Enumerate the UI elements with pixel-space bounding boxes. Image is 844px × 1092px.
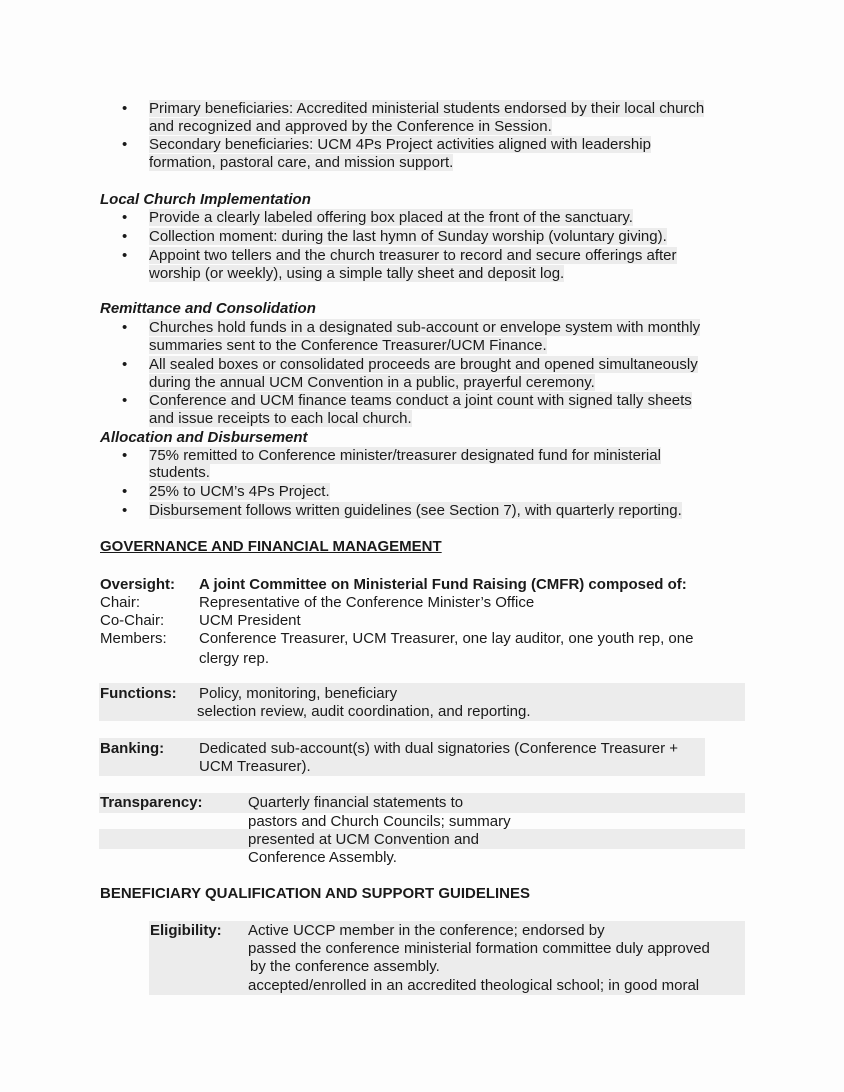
- oversight-text: A joint Committee on Ministerial Fund Raising (CMFR) composed of:: [199, 576, 687, 593]
- functions-text: Policy, monitoring, beneficiary: [199, 685, 398, 702]
- chair-label: Chair:: [100, 594, 141, 611]
- transparency-text: Quarterly financial statements to: [248, 794, 464, 811]
- members-text: Conference Treasurer, UCM Treasurer, one lay auditor, one youth rep, one: [199, 630, 694, 647]
- bullet-icon: •: [122, 136, 128, 153]
- transparency-text: presented at UCM Convention and: [248, 831, 479, 848]
- bullet-icon: •: [122, 447, 128, 464]
- bullet-icon: •: [122, 228, 128, 245]
- section-heading-allocation: Allocation and Disbursement: [100, 429, 308, 446]
- transparency-label: Transparency:: [100, 794, 203, 811]
- chair-text: Representative of the Conference Minister’s Office: [199, 594, 535, 611]
- bullet-icon: •: [122, 247, 128, 264]
- eligibility-label: Eligibility:: [150, 922, 222, 939]
- banking-text-cont: UCM Treasurer).: [199, 758, 311, 775]
- bullet-icon: •: [122, 319, 128, 336]
- bullet-icon: •: [122, 483, 128, 500]
- transparency-text: Conference Assembly.: [248, 849, 397, 866]
- members-label: Members:: [100, 630, 167, 647]
- functions-label: Functions:: [100, 685, 177, 702]
- bullet-icon: •: [122, 356, 128, 373]
- eligibility-text: accepted/enrolled in an accredited theological school; in good moral: [248, 977, 700, 994]
- bullet-icon: •: [122, 100, 128, 117]
- oversight-label: Oversight:: [100, 576, 176, 593]
- document-page: • Primary beneficiaries: Accredited ministerial students endorsed by their local church and recognized and approved by the Conference in Session. • Secondary beneficiaries: UCM 4Ps Project activities aligned with leadership formation, pastoral care, and mission support. Local Church Implementation • Provide a clearly labeled offering box placed at the front of the sanctuary. • Collection moment: during the last hymn of Sunday worship (voluntary giving). • Appoint two tellers and the church treasurer to record and secure offerings after worship (or weekly), using a simple tally sheet and deposit log. Remittance and Consolidation • Churches hold funds in a designated sub-account or envelope system with monthly summaries sent to the Conference Treasurer/UCM Finance. • All sealed boxes or consolidated proceeds are brought and opened simultaneously during the annual UCM Convention in a public, prayerful ceremony. • Conference and UCM finance teams conduct a joint count with signed tally sheets and issue receipts to each local church. Allocation and Disbursement • 75% remitted to Conference minister/treasurer designated fund for ministerial students. • 25% to UCM’s 4Ps Project. • Disbursement follows written guidelines (see Section 7), with quarterly reporting. GOVERNANCE AND FINANCIAL MANAGEMENT Oversight: A joint Committee on Ministerial Fund Raising (CMFR) composed of: Chair: Representative of the Conference Minister’s Office Co-Chair: UCM President Members: Conference Treasurer, UCM Treasurer, one lay auditor, one youth rep, one clergy rep. Functions: Policy, monitoring, beneficiary selection review, audit coordination, and reporting. Banking: Dedicated sub-account(s) with dual signatories (Conference Treasurer + UCM Treasurer). Transparency: Quarterly financial statements to pastors and Church Councils; summary presented at UCM Convention and Conference Assembly. BENEFICIARY QUALIFICATION AND SUPPORT GUIDELINES Eligibility: Active UCCP member in the conference; endorsed by passed the conference ministerial formation committee duly approved by the conference assembly. accepted/enrolled in an accredited theological school; in good moral: [0, 0, 844, 1092]
- bullet-icon: •: [122, 392, 128, 409]
- banking-label: Banking:: [100, 740, 165, 757]
- cochair-text: UCM President: [199, 612, 301, 629]
- bullet-icon: •: [122, 502, 128, 519]
- eligibility-text: Active UCCP member in the conference; endorsed by: [248, 922, 605, 939]
- eligibility-text: passed the conference ministerial formation committee duly approved: [248, 940, 710, 957]
- section-heading-local: Local Church Implementation: [100, 191, 311, 208]
- members-text-cont: clergy rep.: [199, 650, 270, 667]
- cochair-label: Co-Chair:: [100, 612, 165, 629]
- bullet-icon: •: [122, 209, 128, 226]
- section-heading-remittance: Remittance and Consolidation: [100, 300, 316, 317]
- transparency-text: pastors and Church Councils; summary: [248, 813, 511, 830]
- functions-text-cont: selection review, audit coordination, and reporting.: [197, 703, 531, 720]
- eligibility-text: by the conference assembly.: [250, 958, 440, 975]
- banking-text: Dedicated sub-account(s) with dual signatories (Conference Treasurer +: [199, 740, 678, 757]
- section-heading-beneficiary: BENEFICIARY QUALIFICATION AND SUPPORT GUIDELINES: [100, 885, 531, 902]
- section-heading-governance: GOVERNANCE AND FINANCIAL MANAGEMENT: [100, 538, 442, 555]
